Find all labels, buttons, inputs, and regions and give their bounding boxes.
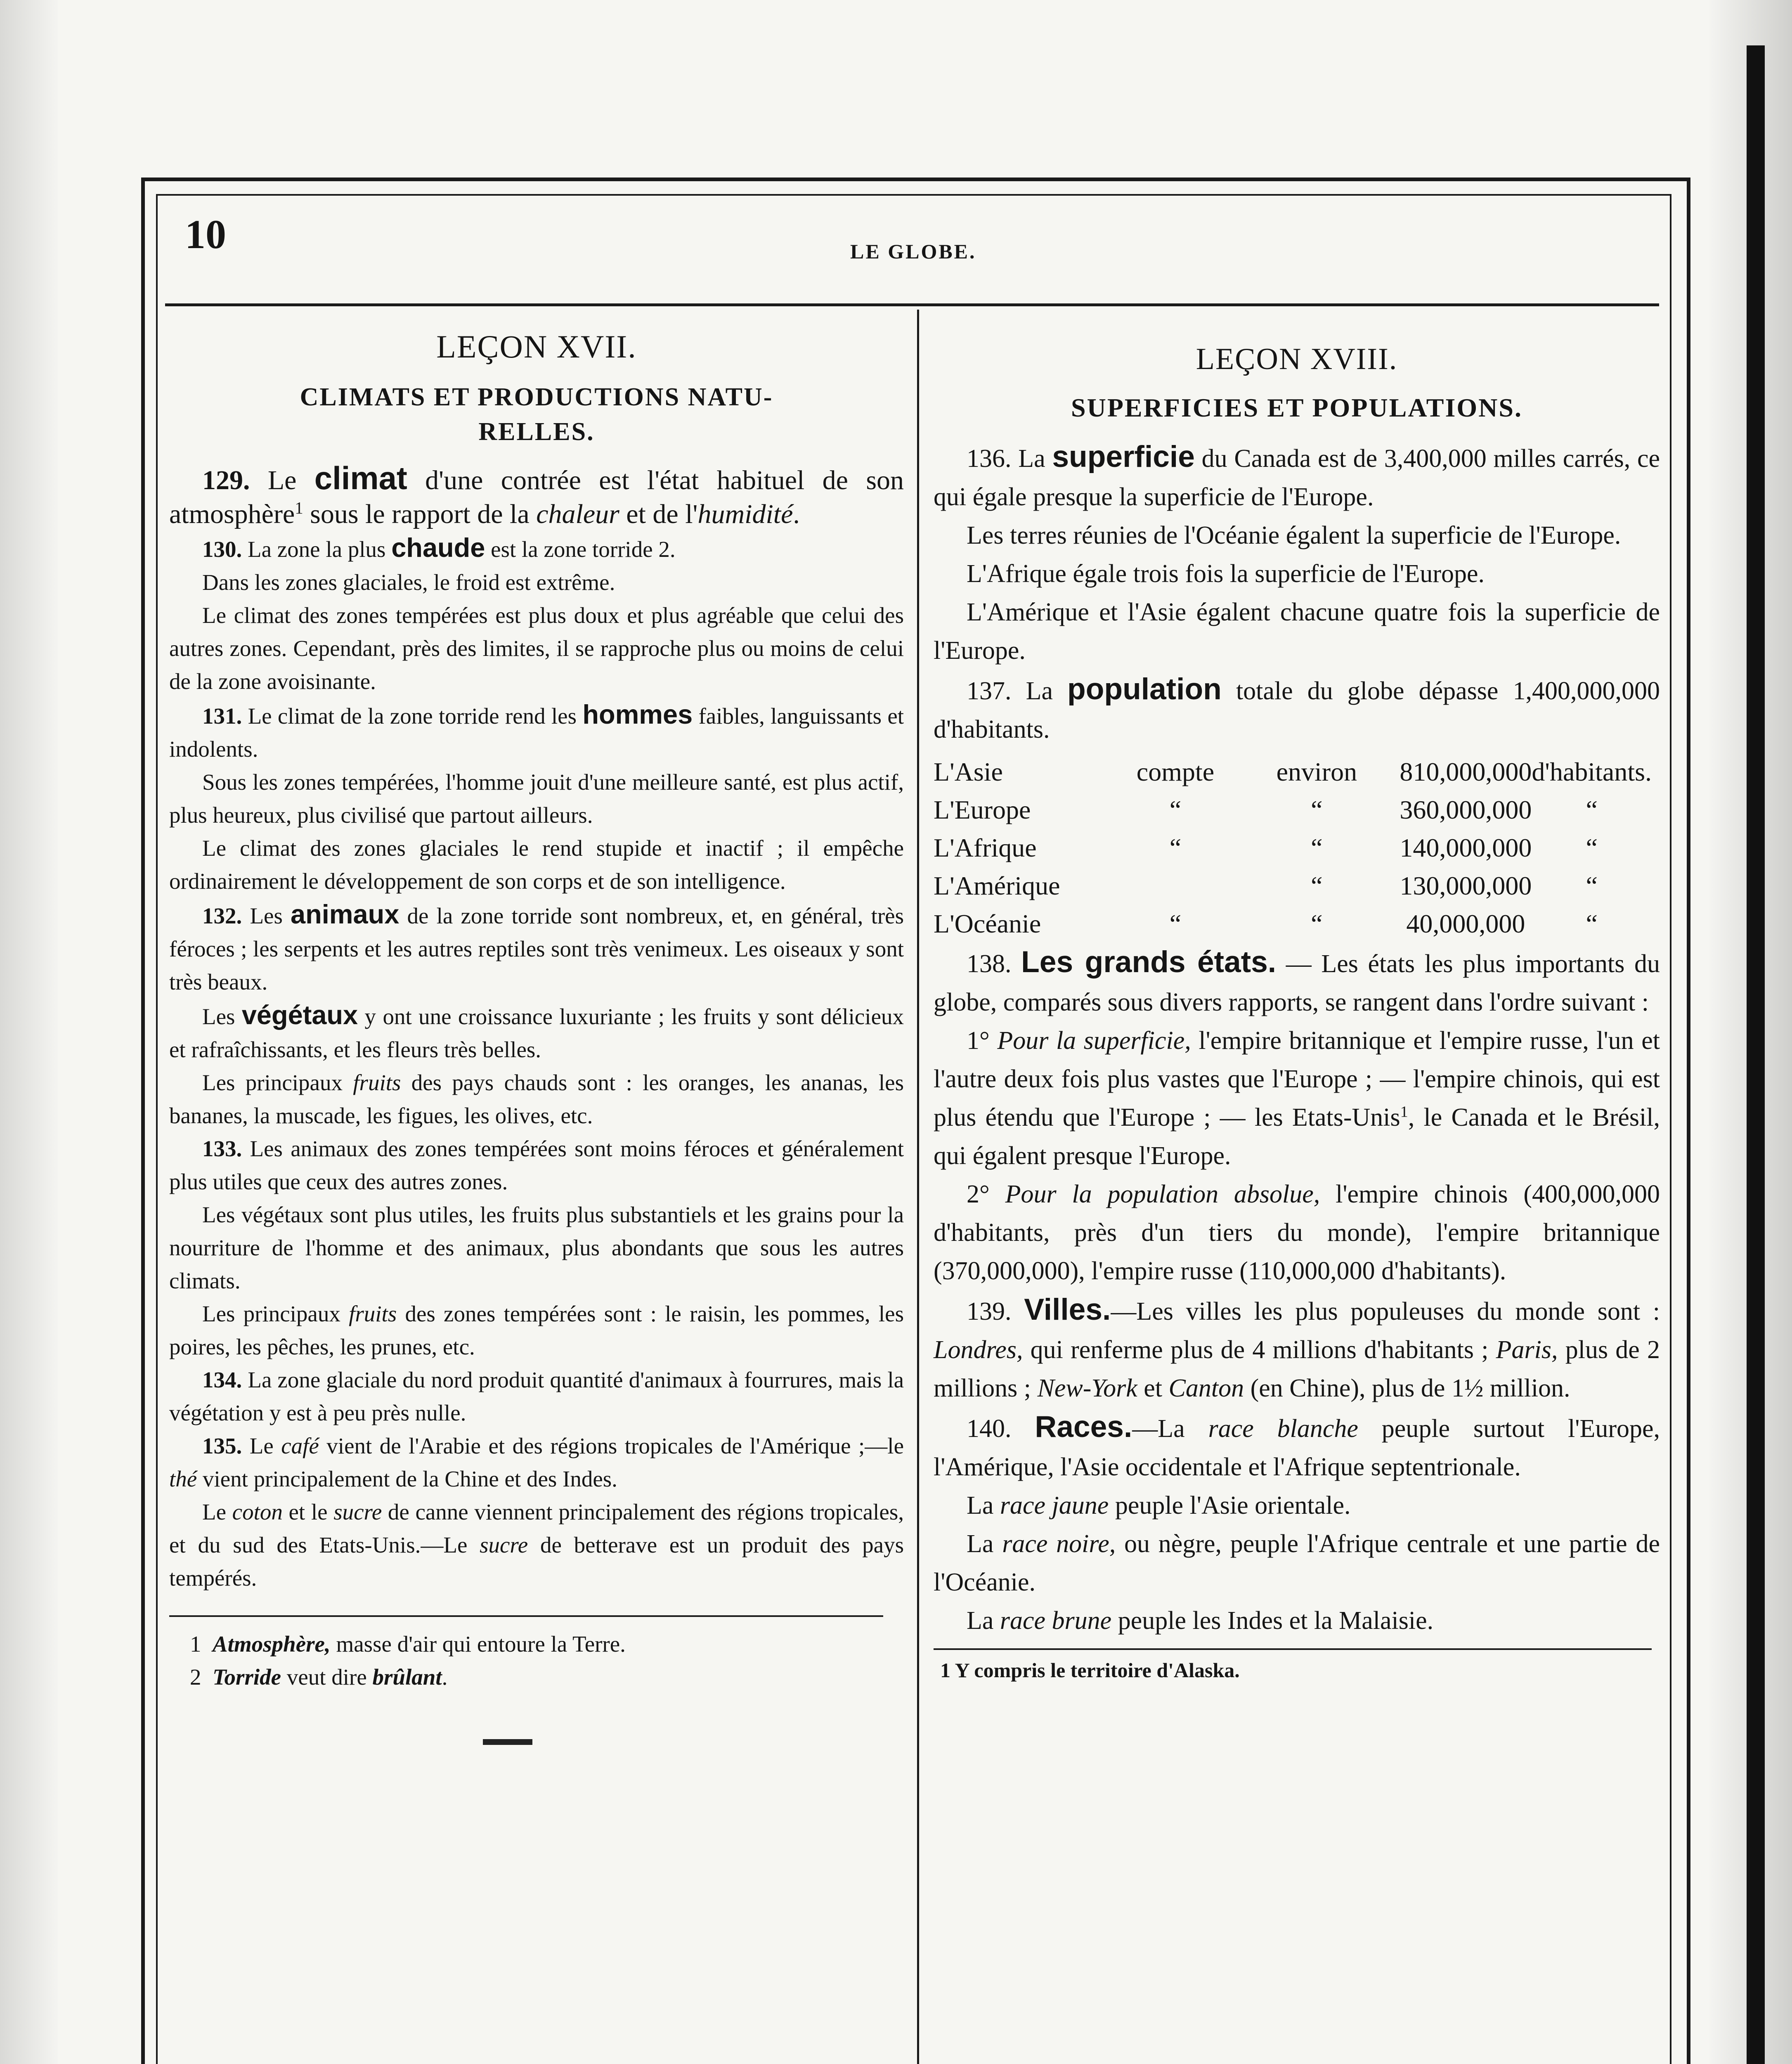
paragraph-131: 131. Le climat de la zone torride rend les hommes faibles, languissants et indolents. (169, 699, 904, 762)
lesson-heading: LEÇON XVII. (436, 329, 637, 365)
paragraph-133: 133. Les animaux des zones tempérées sont moins féroces et généralement plus utiles que ceux des autres zones. (169, 1136, 904, 1194)
running-title: LE GLOBE. (850, 240, 976, 263)
population-cell: “ (1311, 795, 1323, 824)
population-unit: “ (1586, 833, 1598, 862)
footnote-1: 1 Atmosphère, masse d'air qui entoure la Terre. (190, 1631, 626, 1657)
footnote-1: 1 Y compris le territoire d'Alaska. (940, 1659, 1240, 1682)
population-cell: “ (1169, 795, 1182, 824)
population-cell: “ (1169, 833, 1182, 862)
footnote-rule (169, 1615, 883, 1617)
population-unit: “ (1586, 871, 1598, 900)
paragraph: Le climat des zones glaciales le rend stupide et inactif ; il empêche ordinairement le développement de son corps et de son intelligence. (169, 836, 904, 894)
population-row (934, 791, 1652, 829)
population-region: L'Océanie (934, 909, 1041, 938)
section-title (169, 380, 904, 449)
population-cell: compte (1136, 757, 1215, 786)
paragraph-135: 135. Le café vient de l'Arabie et des régions tropicales de l'Amérique ;—le thé vient principalement de la Chine et des Indes. (169, 1433, 904, 1491)
scan-shadow-bar (1747, 45, 1765, 2064)
population-row (934, 829, 1652, 867)
paragraph: Les principaux fruits des pays chauds sont : les oranges, les ananas, les bananes, la muscade, les figues, les olives, etc. (169, 1070, 904, 1128)
paragraph: 2° Pour la population absolue, l'empire chinois (400,000,000 d'habitants, près d'un tiers du monde), l'empire britannique (370,000,000), l'empire russe (110,000,000 d'habitants). (934, 1180, 1660, 1285)
paragraph-132: 132. Les animaux de la zone torride sont nombreux, et, en général, très féroces ; les serpents et les autres reptiles sont très venimeux. Les oiseaux y sont très beaux. (169, 899, 904, 994)
population-table (934, 753, 1652, 943)
paragraph-129: 129. Le climat d'une contrée est l'état habituel de son atmosphère$^1$ sous le rapport de la chaleur et de l'humidité. (169, 460, 904, 529)
paragraph: Sous les zones tempérées, l'homme jouit d'une meilleure santé, est plus actif, plus heureux, plus civilisé que partout ailleurs. (169, 769, 904, 828)
paragraph: Les végétaux sont plus utiles, les fruits plus substantiels et les grains pour la nourriture de l'homme et des animaux, plus abondants que sous les autres climats. (169, 1202, 904, 1293)
paragraph: La race jaune peuple l'Asie orientale. (967, 1491, 1351, 1520)
paragraph: La race noire, ou nègre, peuple l'Afrique centrale et une partie de l'Océanie. (934, 1530, 1660, 1596)
paragraph: L'Amérique et l'Asie égalent chacune quatre fois la superficie de l'Europe. (934, 598, 1660, 665)
population-cell: “ (1311, 909, 1323, 938)
page-number: 10 (185, 211, 226, 257)
population-row (934, 753, 1652, 791)
header-rule (165, 303, 1659, 306)
population-cell: “ (1169, 909, 1182, 938)
population-value: 140,000,000 (1400, 833, 1532, 862)
section-title: SUPERFICIES ET POPULATIONS. (1071, 393, 1522, 422)
population-region: L'Amérique (934, 871, 1060, 900)
title-line: CLIMATS ET PRODUCTIONS NATU- (300, 383, 773, 411)
population-unit: “ (1586, 795, 1598, 824)
paragraph: 1° Pour la superficie, l'empire britannique et l'empire russe, l'un et l'autre deux fois plus vastes que l'Europe ; — l'empire chinois, qui est plus étendu que l'Europe ; — les Etats-Unis$^1$, le Canada et le Brésil, qui égalent presque l'Europe. (934, 1027, 1660, 1170)
population-row (934, 905, 1652, 943)
footnote-2: 2 Torride veut dire brûlant. (190, 1664, 448, 1690)
paragraph-138: 138. Les grands états. — Les états les plus importants du globe, comparés sous divers rapports, se rangent dans l'ordre suivant : (934, 945, 1660, 1016)
printer-mark (483, 1739, 532, 1745)
paragraph: Dans les zones glaciales, le froid est extrême. (202, 570, 615, 595)
scan-edge-left (0, 0, 58, 2064)
paragraph: Les végétaux y ont une croissance luxuriante ; les fruits y sont délicieux et rafraîchissants, et les fleurs très belles. (169, 1000, 904, 1062)
population-row (934, 867, 1652, 905)
lesson-heading: LEÇON XVIII. (1196, 342, 1398, 376)
population-unit: d'habitants. (1532, 757, 1652, 786)
paragraph-137: 137. La population totale du globe dépasse 1,400,000,000 d'habitants. (934, 672, 1660, 743)
footnote-rule (934, 1648, 1652, 1650)
paragraph: Le climat des zones tempérées est plus doux et plus agréable que celui des autres zones. Cependant, près des limites, il se rapproche plus ou moins de celui de la zone avoisinante. (169, 603, 904, 694)
population-value: 810,000,000 (1400, 757, 1532, 786)
paragraph-134: 134. La zone glaciale du nord produit quantité d'animaux à fourrures, mais la végétation y est à peu près nulle. (169, 1367, 904, 1425)
paragraph: L'Afrique égale trois fois la superficie de l'Europe. (967, 560, 1485, 588)
paragraph: Les terres réunies de l'Océanie égalent la superficie de l'Europe. (967, 521, 1621, 549)
title-line: RELLES. (478, 418, 595, 446)
population-cell: environ (1276, 757, 1357, 786)
population-value: 130,000,000 (1400, 871, 1532, 900)
paragraph-139: 139. Villes.—Les villes les plus populeuses du monde sont : Londres, qui renferme plus de 4 millions d'habitants ; Paris, plus de 2 millions ; New-York et Canton (en Chine), plus de 1½ million. (934, 1292, 1660, 1402)
paragraph-130: 130. La zone la plus chaude est la zone torride 2. (202, 533, 676, 563)
paragraph: Les principaux fruits des zones tempérées sont : le raisin, les pommes, les poires, les pêches, les prunes, etc. (169, 1301, 904, 1359)
population-region: L'Asie (934, 757, 1003, 786)
paragraph: Le coton et le sucre de canne viennent principalement des régions tropicales, et du sud des Etats-Unis.—Le sucre de betterave est un produit des pays tempérés. (169, 1499, 904, 1591)
population-value: 40,000,000 (1406, 909, 1525, 938)
column-divider (917, 310, 919, 2064)
population-cell (1117, 867, 1234, 905)
paragraph-136: 136. La superficie du Canada est de 3,400,000 milles carrés, ce qui égale presque la superficie de l'Europe. (934, 440, 1660, 511)
population-unit: “ (1586, 909, 1598, 938)
population-value: 360,000,000 (1400, 795, 1532, 824)
paragraph: La race brune peuple les Indes et la Malaisie. (967, 1607, 1434, 1635)
left-column (169, 326, 904, 1745)
population-region: L'Afrique (934, 833, 1037, 862)
population-cell: “ (1311, 833, 1323, 862)
paragraph-140: 140. Races.—La race blanche peuple surtout l'Europe, l'Amérique, l'Asie occidentale et l'Afrique septentrionale. (934, 1410, 1660, 1481)
right-column (934, 326, 1660, 1685)
population-cell: “ (1311, 871, 1323, 900)
population-region: L'Europe (934, 795, 1031, 824)
